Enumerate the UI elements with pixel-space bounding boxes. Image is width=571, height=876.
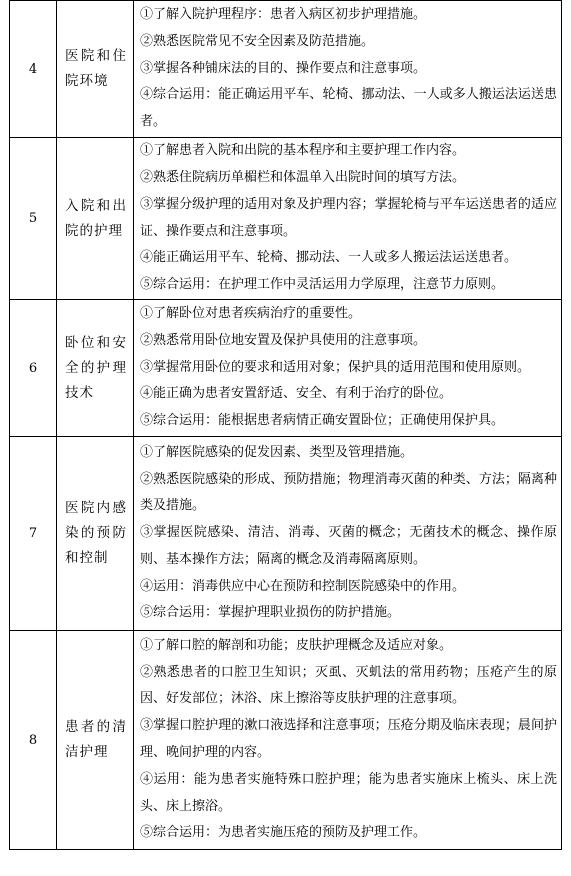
content-item: ④运用：消毒供应中心在预防和控制医院感染中的作用。 (140, 578, 466, 594)
content-item: ②熟悉住院病历单楣栏和体温单入出院时间的填写方法。 (140, 169, 466, 185)
content-item: ④运用：能为患者实施特殊口腔护理；能为患者实施床上梳头、床上洗头、床上擦浴。 (140, 771, 557, 814)
content-item: ③掌握常用卧位的要求和适用对象；保护具的适用范围和使用原则。 (140, 359, 531, 375)
row-number: 5 (10, 138, 57, 300)
content-item: ⑤综合运用：为患者实施压疮的预防及护理工作。 (140, 825, 427, 841)
content-item: ②熟悉患者的口腔卫生知识；灭虱、灭虮法的常用药物；压疮产生的原因、好发部位；沐浴、床上擦浴等皮肤护理的注意事项。 (140, 664, 557, 707)
content-item: ①了解医院感染的促发因素、类型及管理措施。 (140, 444, 414, 460)
content-item: ④能正确运用平车、轮椅、挪动法、一人或多人搬运法运送患者。 (140, 250, 518, 266)
table-row (10, 631, 562, 850)
table-row (10, 437, 562, 631)
content-item: ⑤综合运用：能根据患者病情正确安置卧位；正确使用保护具。 (140, 413, 505, 429)
content-item: ③掌握口腔护理的漱口液选择和注意事项；压疮分期及临床表现；晨间护理、晚间护理的内容。 (140, 718, 557, 760)
row-number: 7 (10, 437, 57, 631)
row-number: 6 (10, 300, 57, 437)
row-content (134, 138, 562, 300)
row-topic: 医院内感染的预防和控制 (57, 437, 134, 631)
content-item: ②熟悉医院常见不安全因素及防范措施。 (140, 33, 375, 49)
content-item: ④综合运用：能正确运用平车、轮椅、挪动法、一人或多人搬运法运送患者。 (140, 87, 557, 130)
content-item: ⑤综合运用：在护理工作中灵活运用力学原理，注意节力原则。 (140, 277, 505, 293)
row-content (134, 300, 562, 437)
content-item: ②熟悉常用卧位地安置及保护具使用的注意事项。 (140, 332, 427, 348)
content-item: ③掌握医院感染、清洁、消毒、灭菌的概念；无菌技术的概念、操作原则、基本操作方法；隔离的概念及消毒隔离原则。 (140, 525, 557, 567)
content-item: ②熟悉医院感染的形成、预防措施；物理消毒灭菌的种类、方法；隔离种类及措施。 (140, 471, 557, 514)
row-content (134, 631, 562, 850)
content-item: ⑤综合运用：掌握护理职业损伤的防护措施。 (140, 605, 401, 621)
row-content (134, 1, 562, 138)
row-topic: 医院和住院环境 (57, 1, 134, 138)
content-item: ③掌握分级护理的适用对象及护理内容；掌握轮椅与平车运送患者的适应证、操作要点和注意事项。 (140, 196, 557, 239)
content-item: ①了解口腔的解剖和功能；皮肤护理概念及适应对象。 (140, 637, 453, 653)
row-topic: 卧位和安全的护理技术 (57, 300, 134, 437)
row-topic: 患者的清洁护理 (57, 631, 134, 850)
row-number: 4 (10, 1, 57, 138)
content-item: ①了解入院护理程序：患者入病区初步护理措施。 (140, 7, 427, 22)
content-item: ④能正确为患者安置舒适、安全、有利于治疗的卧位。 (140, 386, 453, 402)
table-row (10, 300, 562, 437)
content-item: ③掌握各种铺床法的目的、操作要点和注意事项。 (140, 60, 427, 76)
syllabus-table (9, 0, 562, 850)
content-item: ①了解卧位对患者疾病治疗的重要性。 (140, 306, 362, 321)
table-row (10, 138, 562, 300)
content-item: ①了解患者入院和出院的基本程序和主要护理工作内容。 (140, 143, 466, 159)
row-content (134, 437, 562, 631)
row-topic: 入院和出院的护理 (57, 138, 134, 300)
row-number: 8 (10, 631, 57, 850)
table-row (10, 1, 562, 138)
